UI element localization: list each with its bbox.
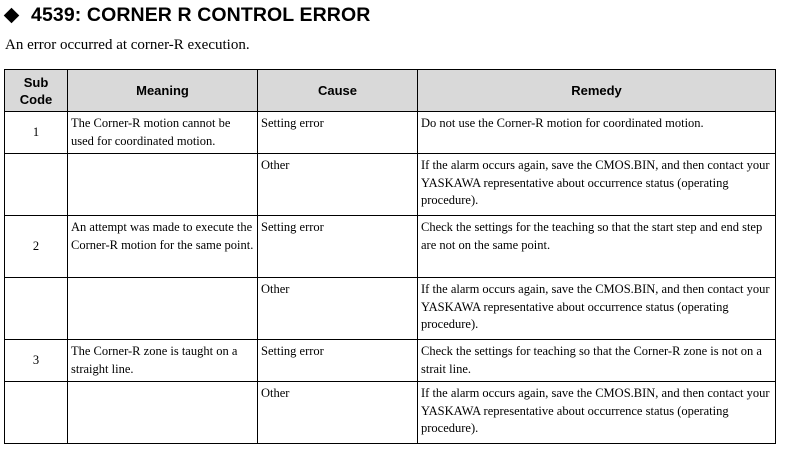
header-cause: Cause [258,70,418,112]
page-title [3,2,370,28]
header-sub-code: Sub Code [5,70,68,112]
remedy-cell: Do not use the Corner-R motion for coordinated motion. [418,112,776,154]
diamond-bullet-icon [4,7,20,23]
sub-code-cell: 2 [5,216,68,278]
error-description: An error occurred at corner-R execution. [5,37,250,53]
table-row [5,278,776,340]
sub-code-cell [5,278,68,340]
header-meaning: Meaning [68,70,258,112]
table-row [5,216,776,278]
sub-code-cell [5,154,68,216]
header-remedy: Remedy [418,70,776,112]
table-row [5,340,776,382]
error-table [4,69,776,444]
cause-cell: Setting error [258,112,418,154]
meaning-cell [68,278,258,340]
cause-cell: Setting error [258,340,418,382]
cause-cell: Other [258,278,418,340]
remedy-cell: If the alarm occurs again, save the CMOS.BIN, and then contact your YASKAWA representative about occurrence status (operating procedure). [418,154,776,216]
cause-cell: Setting error [258,216,418,278]
table-row [5,112,776,154]
remedy-cell: Check the settings for the teaching so that the start step and end step are not on the same point. [418,216,776,278]
table-row [5,382,776,444]
sub-code-cell: 3 [5,340,68,382]
meaning-cell [68,382,258,444]
sub-code-cell [5,382,68,444]
remedy-cell: If the alarm occurs again, save the CMOS.BIN, and then contact your YASKAWA representative about occurrence status (operating procedure). [418,278,776,340]
page-title-text: 4539: CORNER R CONTROL ERROR [31,3,371,26]
cause-cell: Other [258,154,418,216]
table-row [5,154,776,216]
table-header-row [5,70,776,112]
meaning-cell: The Corner-R zone is taught on a straight line. [68,340,258,382]
meaning-cell [68,154,258,216]
meaning-cell: An attempt was made to execute the Corner-R motion for the same point. [68,216,258,278]
meaning-cell: The Corner-R motion cannot be used for coordinated motion. [68,112,258,154]
remedy-cell: Check the settings for teaching so that the Corner-R zone is not on a strait line. [418,340,776,382]
sub-code-cell: 1 [5,112,68,154]
cause-cell: Other [258,382,418,444]
remedy-cell: If the alarm occurs again, save the CMOS.BIN, and then contact your YASKAWA representative about occurrence status (operating procedure). [418,382,776,444]
